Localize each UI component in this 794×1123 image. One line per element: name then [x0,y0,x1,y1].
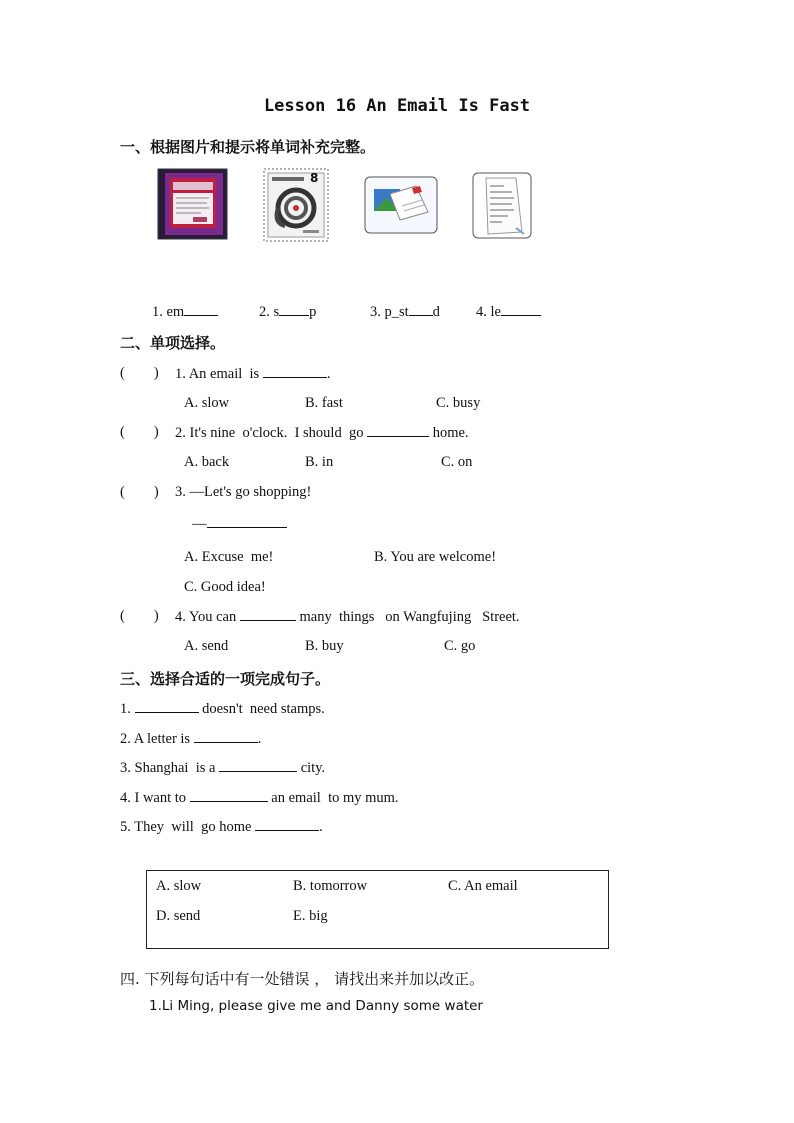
blank[interactable] [501,303,541,316]
q3-paren[interactable]: ( ) [120,484,159,500]
q3-reply: — [192,515,287,533]
blank[interactable] [279,303,309,316]
page-title: Lesson 16 An Email Is Fast [263,96,531,116]
postcard-icon [364,176,438,234]
q1-option-a[interactable]: A. slow [184,395,230,411]
s1-item-4: 4. le [476,303,541,321]
computer-screen-icon [157,168,228,240]
letter-icon [472,172,532,239]
s3-sentence-5: 5. They will go home . [120,819,323,835]
q4-text: 4. You can many things on Wangfujing Street. [175,609,520,625]
s1-item-1: 1. em [152,303,218,321]
section2-heading: 二、单项选择。 [120,334,226,352]
option-b: B. tomorrow [293,878,368,894]
blank[interactable] [255,818,319,831]
section4-heading: 四. 下列每句话中有一处错误 ， 请找出来并加以改正。 [120,970,485,988]
blank[interactable] [194,730,258,743]
blank[interactable] [184,303,218,316]
q2-option-a[interactable]: A. back [184,454,230,470]
option-d: D. send [156,908,201,924]
stamp-value: 8 [310,171,319,185]
s1-item-3: 3. p_st d [370,304,440,320]
blank[interactable] [190,789,268,802]
q4-option-a[interactable]: A. send [184,638,229,654]
q1-text: 1. An email is . [175,366,331,382]
option-c: C. An email [448,878,518,894]
section1-heading: 一、根据图片和提示将单词补充完整。 [120,138,376,156]
q3-option-b[interactable]: B. You are welcome! [374,549,497,565]
q2-text: 2. It's nine o'clock. I should go home. [175,425,469,441]
q3-option-c[interactable]: C. Good idea! [184,579,266,595]
s3-sentence-3: 3. Shanghai is a city. [120,760,326,776]
option-e: E. big [293,908,328,924]
s3-sentence-1: 1. doesn't need stamps. [120,701,325,717]
blank[interactable] [263,365,327,378]
blank[interactable] [409,303,433,316]
s4-sentence-1: 1.Li Ming, please give me and Danny some water [149,998,483,1014]
q2-option-c[interactable]: C. on [441,454,473,470]
q1-paren[interactable]: ( ) [120,365,159,381]
q2-option-b[interactable]: B. in [305,454,334,470]
blank[interactable] [240,608,296,621]
section3-heading: 三、选择合适的一项完成句子。 [120,670,331,688]
q1-option-c[interactable]: C. busy [436,395,481,411]
s3-sentence-4: 4. I want to an email to my mum. [120,790,399,806]
snake-stamp-icon [263,168,329,242]
q4-option-b[interactable]: B. buy [305,638,344,654]
q2-paren[interactable]: ( ) [120,424,159,440]
s1-item-2: 2. s p [259,304,317,320]
q3-option-a[interactable]: A. Excuse me! [184,549,274,565]
blank[interactable] [219,759,297,772]
blank[interactable] [367,424,429,437]
s3-sentence-2: 2. A letter is . [120,731,262,747]
option-a: A. slow [156,878,202,894]
q4-option-c[interactable]: C. go [444,638,476,654]
q3-text: 3. —Let's go shopping! [175,484,312,500]
blank[interactable] [207,515,287,528]
options-box [146,870,609,949]
blank[interactable] [135,700,199,713]
q4-paren[interactable]: ( ) [120,608,159,624]
q1-option-b[interactable]: B. fast [305,395,343,411]
